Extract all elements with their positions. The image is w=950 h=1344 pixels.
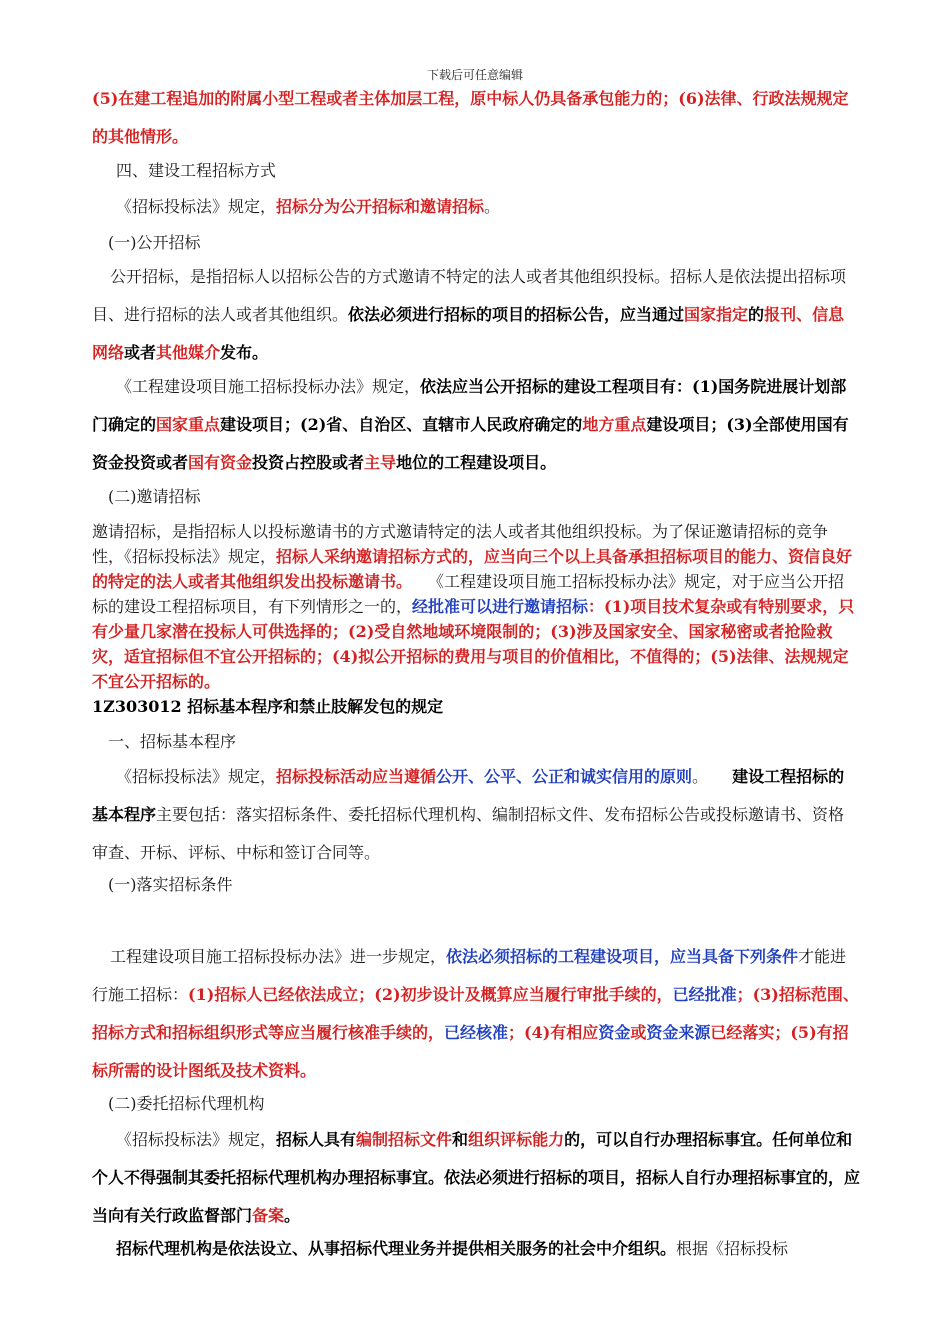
text-run: 招标分为公开招标和邀请招标 [276,197,485,216]
text-run: 《工程建设项目施工招标投标办法》规定，对于应当公开招标的建设工程招标项目，有下列情形之一的， [92,572,845,616]
paragraph-6 [92,368,860,482]
text-run: 已经核准 [444,1023,509,1042]
text-run: 主导 [364,453,397,472]
text-run: 国有资金 [188,453,253,472]
text-run: 资金 [598,1023,631,1042]
text-run: 和 [452,1130,469,1149]
subheading-public-tender [92,224,876,262]
paragraph-16 [92,1230,860,1268]
text-run: 。 [484,197,501,216]
text-run: 地位的工程建设项目。 [396,453,557,472]
text-run: 依法必须招标的工程建设项目，应当具备下列条件 [446,947,799,966]
text-run: 备案 [252,1206,285,1225]
text-run: (二)委托招标代理机构 [108,1094,265,1113]
text-run: 投资占控股或者 [252,453,365,472]
text-run: 1Z303012 招标基本程序和禁止肢解发包的规定 [92,697,444,716]
text-run: 招标人具有 [276,1130,357,1149]
text-run: 招标投标活动应当遵循 [276,767,437,786]
text-run: 或者 [124,343,157,362]
text-run: 其他媒介 [156,343,221,362]
section-heading-4 [92,152,884,190]
text-run: ；(4)有相应 [508,1023,599,1042]
text-run: 国家重点 [156,415,221,434]
text-run: 一、招标基本程序 [108,732,237,751]
text-run: (一)落实招标条件 [108,875,233,894]
text-run: 根据《招标投标 [676,1239,789,1258]
text-run: 依法必须进行招标的项目的招标公告，应当通过 [348,305,685,324]
text-run: (一)公开招标 [108,233,201,252]
text-run: 资金来源 [646,1023,711,1042]
paragraph-11 [92,758,860,872]
text-run: 《工程建设项目施工招标投标办法》规定， [116,377,421,396]
text-run: 编制招标文件 [356,1130,453,1149]
text-run: 已经落实；(5)有招标所需的设计图纸及技术资料。 [92,1023,849,1080]
text-run: 或 [630,1023,647,1042]
text-run: 主要包括：落实招标条件、委托招标代理机构、编制招标文件、发布招标公告或投标邀请书、资格审查、开标、评标、中标和签订合同等。 [92,805,845,862]
text-run: 招标代理机构是依法设立、从事招标代理业务并提供相关服务的社会中介组织。 [116,1239,677,1258]
section-heading-1 [92,723,876,761]
text-run: 报刊、信息网络 [92,305,845,362]
paragraph-5 [92,258,860,372]
text-run: 《招标投标法》规定， [116,197,277,216]
subheading-agency [92,1085,876,1123]
text-run: (二)邀请招标 [108,487,201,506]
subheading-conditions [92,866,876,904]
page-header: 下载后可任意编辑 [426,68,523,82]
text-run: 建设项目；(2)省、自治区、直辖市人民政府确定的 [220,415,583,434]
paragraph-9-code [92,694,860,719]
text-run: 《招标投标法》规定， [116,1130,277,1149]
paragraph-15 [92,1121,860,1235]
subheading-invite-tender [92,478,876,516]
text-run: 组织评标能力 [468,1130,565,1149]
text-run: 才能进行施工招标： [92,947,847,1004]
paragraph-13 [92,938,860,1090]
paragraph-3 [92,188,884,226]
text-run: 的 [748,305,765,324]
text-run: 地方重点 [582,415,647,434]
text-run: 建设项目；(3)全部使用国有资金投资或者 [92,415,849,472]
text-run: ：(1)项目技术复杂或有特别要求，只有少量几家潜在投标人可供选择的；(2)受自然地域环境限制的；(3)涉及国家安全、国家秘密或者抢险救灾，适宜招标但不宜公开招标的；(4)拟公开招标的费用与项目的价值相比，不值得的；(5)法律、法规规定不宜公开招标的。 [92,597,855,691]
text-run: (5)在建工程追加的附属小型工程或者主体加层工程，原中标人仍具备承包能力的；(6)法律、行政法规规定的其他情形。 [92,89,849,146]
text-run: (1)招标人已经依法成立；(2)初步设计及概算应当履行审批手续的， [188,985,673,1004]
text-run: 招标人采纳邀请招标方式的，应当向三个以上具备承担招标项目的能力、资信良好的特定的法人或者其他组织发出投标邀请书。 [92,547,853,591]
text-run: 邀请招标，是指招标人以投标邀请书的方式邀请特定的法人或者其他组织投标。为了保证邀请招标的竞争性，《招标投标法》规定， [92,522,829,566]
text-run: 。 [284,1206,301,1225]
text-run: 发布。 [220,343,269,362]
text-run: 公开招标，是指招标人以招标公告的方式邀请不特定的法人或者其他组织投标。招标人是依法提出招标项目、进行招标的法人或者其他组织。 [92,267,847,324]
text-run: 《招标投标法》规定， [116,767,277,786]
text-run: 四、建设工程招标方式 [116,161,277,180]
text-run: 。 [692,767,733,786]
paragraph-1 [92,80,860,156]
text-run: 工程建设项目施工招标投标办法》进一步规定， [110,947,447,966]
text-run: 建设工程招标的基本程序 [92,767,845,824]
text-run: 国家指定 [684,305,749,324]
text-run: 已经批准 [672,985,737,1004]
text-run: 公开、公平、公正和诚实信用的原则 [436,767,693,786]
text-run: 经批准可以进行邀请招标 [412,597,589,616]
text-run: 依法应当公开招标的建设工程项目有：(1)国务院进展计划部门确定的 [92,377,847,434]
text-run: ；(3)招标范围、招标方式和招标组织形式等应当履行核准手续的， [92,985,859,1042]
text-run: 的，可以自行办理招标事宜。任何单位和个人不得强制其委托招标代理机构办理招标事宜。依法必须进行招标的项目，招标人自行办理招标事宜的，应当向有关行政监督部门 [92,1130,861,1225]
paragraph-8 [92,519,860,694]
